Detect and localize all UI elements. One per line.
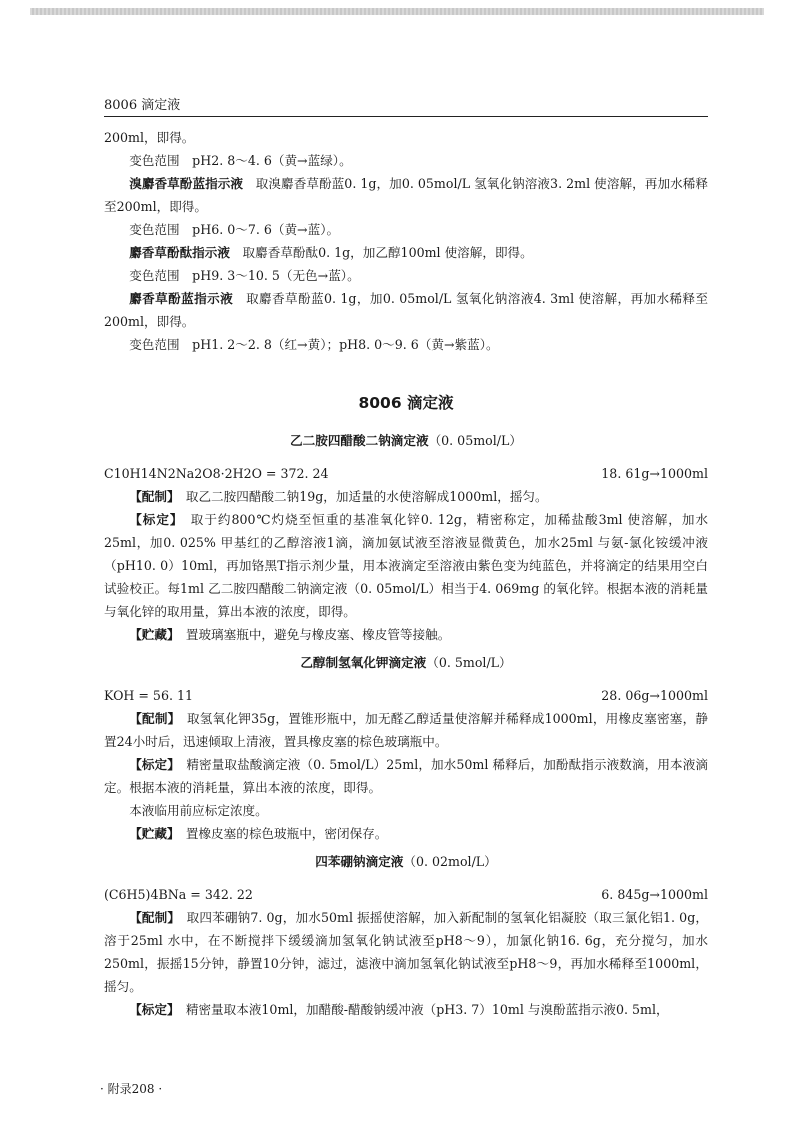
term-heading: 溴麝香草酚蓝指示液 xyxy=(129,176,244,191)
paragraph: 【标定】 取于约800℃灼烧至恒重的基准氧化锌0. 12g，精密称定，加稀盐酸3ml 使溶解，加水25ml，加0. 025% 甲基红的乙醇溶液1滴，滴加氨试液至溶液显微黄色，加水25ml 与氨-氯化铵缓冲液（pH10. 0）10ml，再加铬黑T指示剂少量，用本液滴定至溶液由紫色变为纯蓝色，并将滴定的结果用空白试验校正。每1ml 乙二胺四醋酸二钠滴定液（0. 05mol/L）相当于4. 069mg 的氧化锌。根据本液的消耗量与氧化锌的取用量，算出本液的浓度，即得。 xyxy=(104,512,708,619)
formula: KOH = 56. 11 xyxy=(104,688,193,703)
subsection-title: 乙二胺四醋酸二钠滴定液（0. 05mol/L） xyxy=(290,433,522,448)
formula: (C6H5)4BNa = 342. 22 xyxy=(104,887,253,902)
paragraph: 【标定】 精密量取本液10ml，加醋酸-醋酸钠缓冲液（pH3. 7）10ml 与溴酚蓝指示液0. 5ml， xyxy=(129,1002,669,1017)
term-text: 取溴麝香草酚蓝0. 1g，加0. 05mol/L 氢氧化钠溶液3. 2ml 使溶解，再加水稀释至200ml，即得。 xyxy=(104,176,709,214)
formula: C10H14N2Na2O8·2H2O = 372. 24 xyxy=(104,466,329,481)
ratio: 6. 845g→1000ml xyxy=(601,887,708,902)
paragraph: 变色范围 pH9. 3～10. 5（无色→蓝）。 xyxy=(129,268,360,283)
term-text: 取麝香草酚酞0. 1g，加乙醇100ml 使溶解，即得。 xyxy=(229,245,533,260)
formula-row xyxy=(104,462,708,485)
subsection-title: 乙醇制氢氧化钾滴定液（0. 5mol/L） xyxy=(300,655,512,670)
running-head: 8006 滴定液 xyxy=(104,98,181,113)
ratio: 28. 06g→1000ml xyxy=(601,688,708,703)
paragraph: 【标定】 精密量取盐酸滴定液（0. 5mol/L）25ml，加水50ml 稀释后，加酚酞指示液数滴，用本液滴定。根据本液的消耗量，算出本液的浓度，即得。 xyxy=(104,757,709,795)
paragraph: 200ml，即得。 xyxy=(104,130,195,145)
ratio: 18. 61g→1000ml xyxy=(601,466,708,481)
paragraph: 变色范围 pH2. 8～4. 6（黄→蓝绿）。 xyxy=(129,153,352,168)
paragraph xyxy=(104,241,708,264)
term-heading: 麝香草酚酞指示液 xyxy=(129,245,230,260)
paragraph: 【贮藏】 置玻璃塞瓶中，避免与橡皮塞、橡皮管等接触。 xyxy=(129,627,451,642)
paragraph: 【配制】 取乙二胺四醋酸二钠19g，加适量的水使溶解成1000ml，摇匀。 xyxy=(129,489,548,504)
paragraph xyxy=(104,172,708,218)
page-number: · 附录208 · xyxy=(100,1082,163,1096)
paragraph: 变色范围 pH1. 2～2. 8（红→黄）；pH8. 0～9. 6（黄→紫蓝）。 xyxy=(129,337,499,352)
term-text: 取麝香草酚蓝0. 1g，加0. 05mol/L 氢氧化钠溶液4. 3ml 使溶解，再加水稀释至200ml，即得。 xyxy=(104,291,708,329)
page-body xyxy=(104,126,708,1021)
term-heading: 麝香草酚蓝指示液 xyxy=(129,291,234,306)
paragraph: 本液临用前应标定浓度。 xyxy=(129,803,268,818)
paragraph xyxy=(104,287,708,333)
subsection-title: 四苯硼钠滴定液（0. 02mol/L） xyxy=(315,854,497,869)
header-rule xyxy=(104,116,708,117)
paragraph: 变色范围 pH6. 0～7. 6（黄→蓝）。 xyxy=(129,222,340,237)
paragraph: 【配制】 取四苯硼钠7. 0g，加水50ml 振摇使溶解，加入新配制的氢氧化铝凝胶（取三氯化铝1. 0g，溶于25ml 水中，在不断搅拌下缓缓滴加氢氧化钠试液至pH8～9），加氯化钠16. 6g，充分搅匀，加水250ml，振摇15分钟，静置10分钟，滤过，滤液中滴加氢氧化钠试液至pH8～9，再加水稀释至1000ml，摇匀。 xyxy=(104,910,709,994)
section-title: 8006 滴定液 xyxy=(358,394,454,412)
paragraph: 【配制】 取氢氧化钾35g，置锥形瓶中，加无醛乙醇适量使溶解并稀释成1000ml，用橡皮塞密塞，静置24小时后，迅速倾取上清液，置具橡皮塞的棕色玻璃瓶中。 xyxy=(104,711,709,749)
scan-top-band xyxy=(30,8,764,15)
paragraph: 【贮藏】 置橡皮塞的棕色玻瓶中，密闭保存。 xyxy=(129,826,388,841)
formula-row xyxy=(104,883,708,906)
formula-row xyxy=(104,684,708,707)
